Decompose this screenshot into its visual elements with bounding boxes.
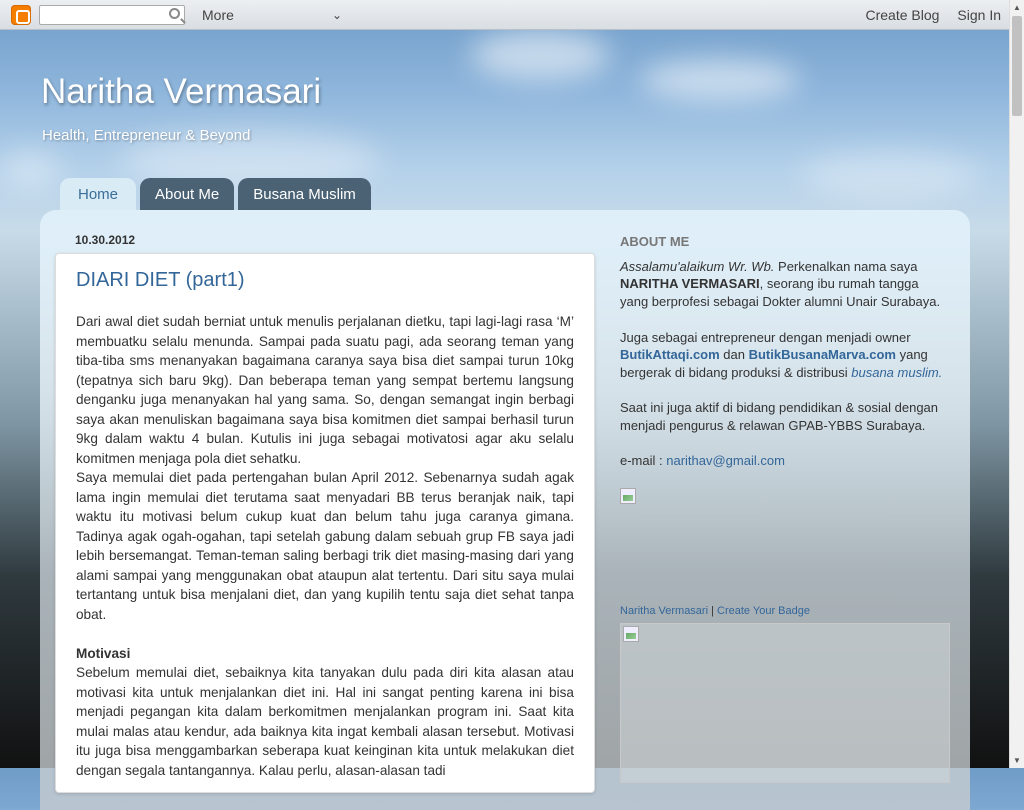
sign-in-link[interactable]: Sign In [957, 6, 1001, 23]
section-heading: Motivasi [76, 645, 131, 661]
search-icon[interactable] [169, 8, 180, 19]
search-input[interactable] [39, 5, 185, 25]
greeting-text: Assalamu'alaikum Wr. Wb. [620, 258, 775, 274]
broken-image-icon [620, 488, 636, 504]
about-text: , seorang ibu rumah tangga yang berprofesi sebagai Dokter alumni Unair Surabaya. [620, 276, 941, 310]
sky-cloud [0, 150, 60, 190]
blog-description: Health, Entrepreneur & Beyond [42, 127, 251, 144]
email-line [620, 452, 950, 470]
email-link[interactable]: narithav@gmail.com [666, 453, 785, 469]
scroll-up-icon[interactable]: ▲ [1013, 3, 1021, 12]
butik-attaqi-link[interactable]: ButikAttaqi.com [620, 347, 720, 363]
page-scrollbar[interactable] [1009, 0, 1024, 768]
more-dropdown[interactable] [202, 7, 342, 23]
about-me-heading: ABOUT ME [620, 234, 690, 249]
post-title[interactable]: DIARI DIET (part1) [76, 269, 245, 291]
sky-cloud [640, 60, 800, 100]
create-blog-link[interactable]: Create Blog [865, 6, 940, 23]
chevron-down-icon: ⌄ [331, 7, 342, 22]
blogger-logo-icon[interactable] [11, 5, 31, 25]
create-badge-link[interactable]: Create Your Badge [717, 605, 810, 617]
tab-busana-muslim[interactable]: Busana Muslim [238, 178, 371, 210]
about-text: Juga sebagai entrepreneur dengan menjadi owner [620, 329, 911, 345]
author-name: NARITHA VERMASARI [620, 276, 760, 292]
scrollbar-thumb[interactable] [1012, 16, 1022, 116]
sky-cloud [470, 30, 610, 80]
about-text: Perkenalkan nama saya [774, 258, 918, 274]
broken-image-icon [623, 626, 639, 642]
post-date: 10.30.2012 [75, 233, 136, 247]
blog-title[interactable]: Naritha Vermasari [41, 72, 322, 111]
more-label: More [202, 6, 234, 23]
busana-muslim-link[interactable]: busana muslim. [851, 364, 943, 380]
post-paragraph: Saya memulai diet pada pertengahan bulan April 2012. Sebenarnya sudah agak lama ingin memulai diet terutama saat menyadari BB terus beranjak naik, tapi waktu itu motivasi belum cukup kuat dan belum tahu juga caranya gimana. Tadinya agak ogah-ogahan, tapi setelah gabung dalam sebuah grup FB saya jadi lebih bersemangat. Teman-teman saling berbagi trik diet masing-masing dari yang alami sampai yang menggunakan obat ataupun alat tertentu. Dari situ saya mulai tertantang untuk bisa menjalani diet, dan yang kupilih tentu saja diet sehat tanpa obat. [76, 470, 574, 622]
scroll-down-icon[interactable]: ▼ [1013, 756, 1021, 765]
about-text: dan [719, 347, 749, 363]
badge-links [620, 605, 810, 617]
blog-post [55, 253, 595, 793]
blogger-navbar [0, 0, 1009, 30]
sky-cloud [800, 150, 980, 200]
post-paragraph: Sebelum memulai diet, sebaiknya kita tanyakan dulu pada diri kita alasan atau motivasi kita untuk menjalankan diet ini. Hal ini sangat penting karena ini bisa menjadi pegangan kita dalam berkomitmen menjalankan program ini. Saat kita mulai malas atau kendur, ada baiknya kita ingat kembali alasan tersebut. Motivasi itu juga bisa menggambarkan seberapa kuat keinginan kita untuk melakukan diet dengan segala tantangannya. Kalau perlu, alasan-alasan tadi [76, 665, 574, 778]
facebook-badge[interactable] [620, 623, 950, 783]
entrepreneur-paragraph [620, 329, 950, 382]
butik-busana-marva-link[interactable]: ButikBusanaMarva.com [748, 347, 896, 363]
sidebar [620, 233, 950, 504]
about-text: yang bergerak di bidang produksi & distribusi [620, 347, 928, 380]
badge-name-link[interactable]: Naritha Vermasari [620, 605, 709, 617]
badge-separator: | [708, 605, 718, 617]
post-paragraph: Dari awal diet sudah berniat untuk menulis perjalanan dietku, tapi lagi-lagi rasa ‘M’ membuatku selalu menunda. Sampai pada suatu pagi, ada seorang teman yang tiba-tiba sms menanyakan bagaimana caranya saya bisa diet sampai turun 10kg (tepatnya sich baru 9kg). Dan beberapa teman yang sempat bertemu langsung denganku juga menanyakan hal yang sama. So, dengan semangat ingin berbagi saya akan menuliskan bagaimana saya bisa komitmen diet sampai berhasil turun 9kg dalam waktu 4 bulan. Kutulis ini juga sebagai motivatosi agar aku selalu komitmen menjaga pola diet sehatku. [76, 314, 574, 466]
activity-paragraph: Saat ini juga aktif di bidang pendidikan & sosial dengan menjadi pengurus & relawan GPAB-YBBS Surabaya. [620, 400, 939, 433]
tab-about-me[interactable]: About Me [140, 178, 234, 210]
about-paragraph [620, 258, 950, 311]
post-body [76, 312, 574, 780]
tab-home[interactable]: Home [60, 178, 136, 210]
email-label: e-mail : [620, 453, 667, 469]
page-tabs [60, 178, 371, 210]
